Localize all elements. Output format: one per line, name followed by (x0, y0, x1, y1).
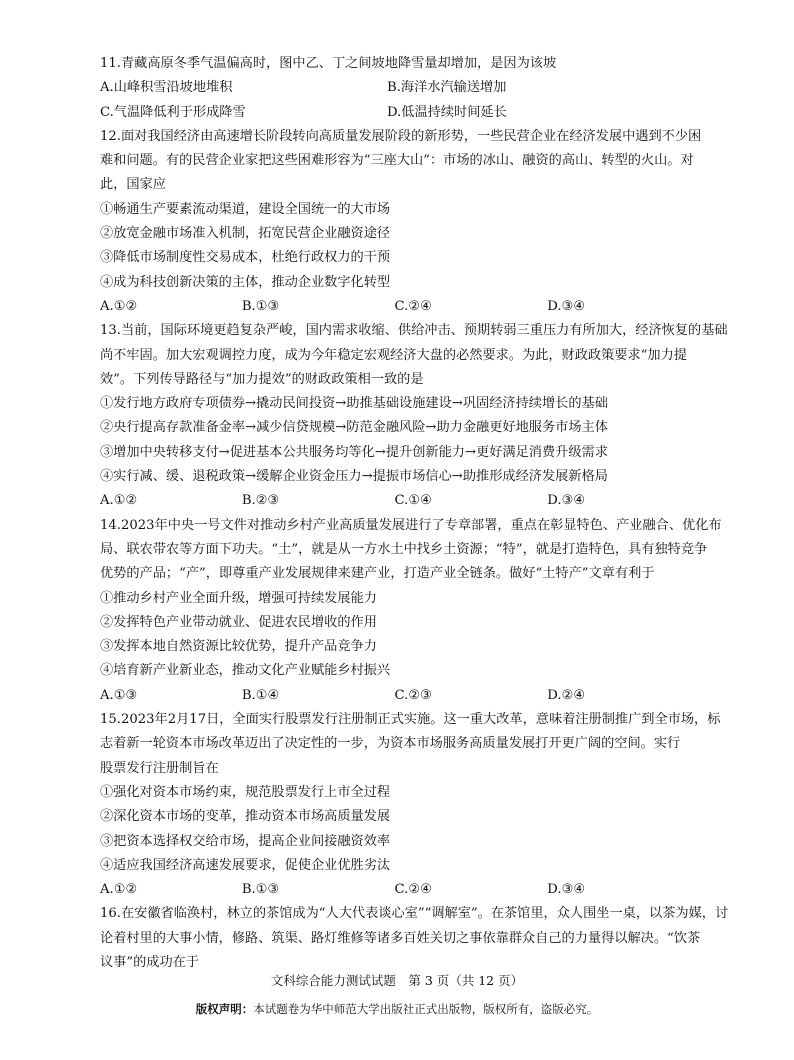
stem-line: 局、联农带农等方面下功夫。“土”，就是从一方水土中找乡土资源；“特”，就是打造特色，具有独特竞争 (100, 541, 708, 557)
option-d: D.③④ (547, 493, 586, 509)
question-stem (100, 902, 729, 975)
option-a: A.山峰积雪沿坡地堆积 (100, 80, 233, 96)
option-b: B.②③ (241, 493, 280, 509)
question-stem (100, 319, 728, 392)
option-a: A.①② (100, 882, 138, 898)
options-row (100, 295, 700, 319)
stem-line: 志着新一轮资本市场改革迈出了决定性的一步，为资本市场服务高质量发展打开更广阔的空间。实行 (100, 736, 681, 752)
option-c: C.气温降低利于形成降雪 (100, 104, 246, 120)
option-a: A.①② (100, 493, 138, 509)
option-c: C.②④ (394, 882, 433, 898)
option-d: D.③④ (547, 298, 586, 314)
option-b: B.海洋水汽输送增加 (387, 80, 507, 96)
stem-line: 11.青藏高原冬季气温偏高时，图中乙、丁之间坡地降雪量却增加，是因为该坡 (100, 56, 557, 71)
stem-line: 此，国家应 (100, 177, 166, 193)
statement-3: ③把资本选择权交给市场，提高企业间接融资效率 (100, 833, 391, 849)
question-11 (100, 52, 700, 125)
stem-line: 论着村里的大事小情，修路、筑渠、路灯维修等诸多百姓关切之事依靠群众自己的力量得以解决。“饮茶 (100, 930, 701, 946)
question-stem (100, 52, 700, 76)
statement-2: ②放宽金融市场准入机制，拓宽民营企业融资途径 (100, 226, 391, 242)
question-13 (100, 319, 728, 513)
stem-line: 12.面对我国经济由高速增长阶段转向高质量发展阶段的新形势，一些民营企业在经济发展中遇到不少困 (100, 128, 702, 144)
stem-line: 股票发行注册制旨在 (100, 760, 219, 776)
statement-1: ①推动乡村产业全面升级，增强可持续发展能力 (100, 590, 377, 606)
options-row (100, 76, 700, 100)
statement-3: ③发挥本地自然资源比较优势，提升产品竞争力 (100, 639, 377, 655)
option-b: B.①③ (241, 882, 280, 898)
statement-4: ④培育新产业新业态，推动文化产业赋能乡村振兴 (100, 663, 391, 679)
statement-4: ④成为科技创新决策的主体，推动企业数字化转型 (100, 274, 391, 290)
option-c: C.①④ (394, 493, 433, 509)
statement-2: ②央行提高存款准备金率→减少信贷规模→防范金融风险→助力金融更好地服务市场主体 (100, 420, 608, 436)
statement-1: ①发行地方政府专项债券→撬动民间投资→助推基础设施建设→巩固经济持续增长的基础 (100, 396, 608, 412)
stem-line: 14.2023年中央一号文件对推动乡村产业高质量发展进行了专章部署，重点在彰显特色、产业融合、优化布 (100, 517, 722, 533)
stem-line: 尚不牢固。加大宏观调控力度，成为今年稳定宏观经济大盘的必然要求。为此，财政政策要求“加力提 (100, 347, 687, 363)
statement-2: ②深化资本市场的变革，推动资本市场高质量发展 (100, 809, 391, 825)
option-c: C.②④ (394, 298, 433, 314)
stem-line: 16.在安徽省临涣村，林立的茶馆成为“人大代表谈心室”“调解室”。在茶馆里，众人围坐一桌，以茶为媒，讨 (100, 906, 729, 922)
options-row (100, 878, 700, 902)
options-row (100, 489, 700, 513)
copyright-text: 本试题卷为华中师范大学出版社正式出版物，版权所有，盗版必究。 (253, 1002, 599, 1016)
option-a: A.①② (100, 298, 138, 314)
stem-line: 13.当前，国际环境更趋复杂严峻，国内需求收缩、供给冲击、预期转弱三重压力有所加大，经济恢复的基础 (100, 323, 728, 339)
stem-line: 效”。下列传导路径与“加力提效”的财政政策相一致的是 (100, 371, 424, 387)
statement-2: ②发挥特色产业带动就业、促进农民增收的作用 (100, 614, 377, 630)
option-b: B.①④ (241, 687, 280, 703)
options-row (100, 101, 700, 125)
page-footer: 文科综合能力测试试题 第 3 页（共 12 页） (270, 973, 524, 988)
option-d: D.③④ (547, 882, 586, 898)
statement-3: ③降低市场制度性交易成本，杜绝行政权力的干预 (100, 250, 391, 266)
statement-4: ④适应我国经济高速发展要求，促使企业优胜劣汰 (100, 857, 391, 873)
question-stem (100, 514, 722, 587)
option-d: D.低温持续时间延长 (387, 104, 507, 120)
question-stem (100, 708, 721, 781)
statement-4: ④实行减、缓、退税政策→缓解企业资金压力→提振市场信心→助推形成经济发展新格局 (100, 469, 608, 485)
question-14 (100, 514, 722, 708)
question-12 (100, 125, 700, 319)
option-b: B.①③ (241, 298, 280, 314)
option-c: C.②③ (394, 687, 433, 703)
exam-page (100, 52, 729, 975)
stem-line: 15.2023年2月17日，全面实行股票发行注册制正式实施。这一重大改革，意味着注册制推广到全市场，标 (100, 712, 721, 728)
statement-1: ①畅通生产要素流动渠道，建设全国统一的大市场 (100, 201, 391, 217)
stem-line: 议事”的成功在于 (100, 954, 200, 970)
statement-1: ①强化对资本市场约束，规范股票发行上市全过程 (100, 784, 391, 800)
question-16 (100, 902, 729, 975)
copyright-label: 版权声明： (195, 1002, 254, 1016)
stem-line: 难和问题。有的民营企业家把这些困难形容为“三座大山”：市场的冰山、融资的高山、转型的火山。对 (100, 153, 694, 169)
stem-line: 优势的产品；“产”，即尊重产业发展规律来建产业，打造产业全链条。做好“土特产”文章有利于 (100, 566, 655, 582)
options-row (100, 684, 700, 708)
option-a: A.①③ (100, 687, 138, 703)
option-d: D.②④ (547, 687, 586, 703)
statement-3: ③增加中央转移支付→促进基本公共服务均等化→提升创新能力→更好满足消费升级需求 (100, 444, 608, 460)
copyright-notice (0, 1000, 794, 1018)
question-stem (100, 125, 700, 198)
question-15 (100, 708, 721, 902)
